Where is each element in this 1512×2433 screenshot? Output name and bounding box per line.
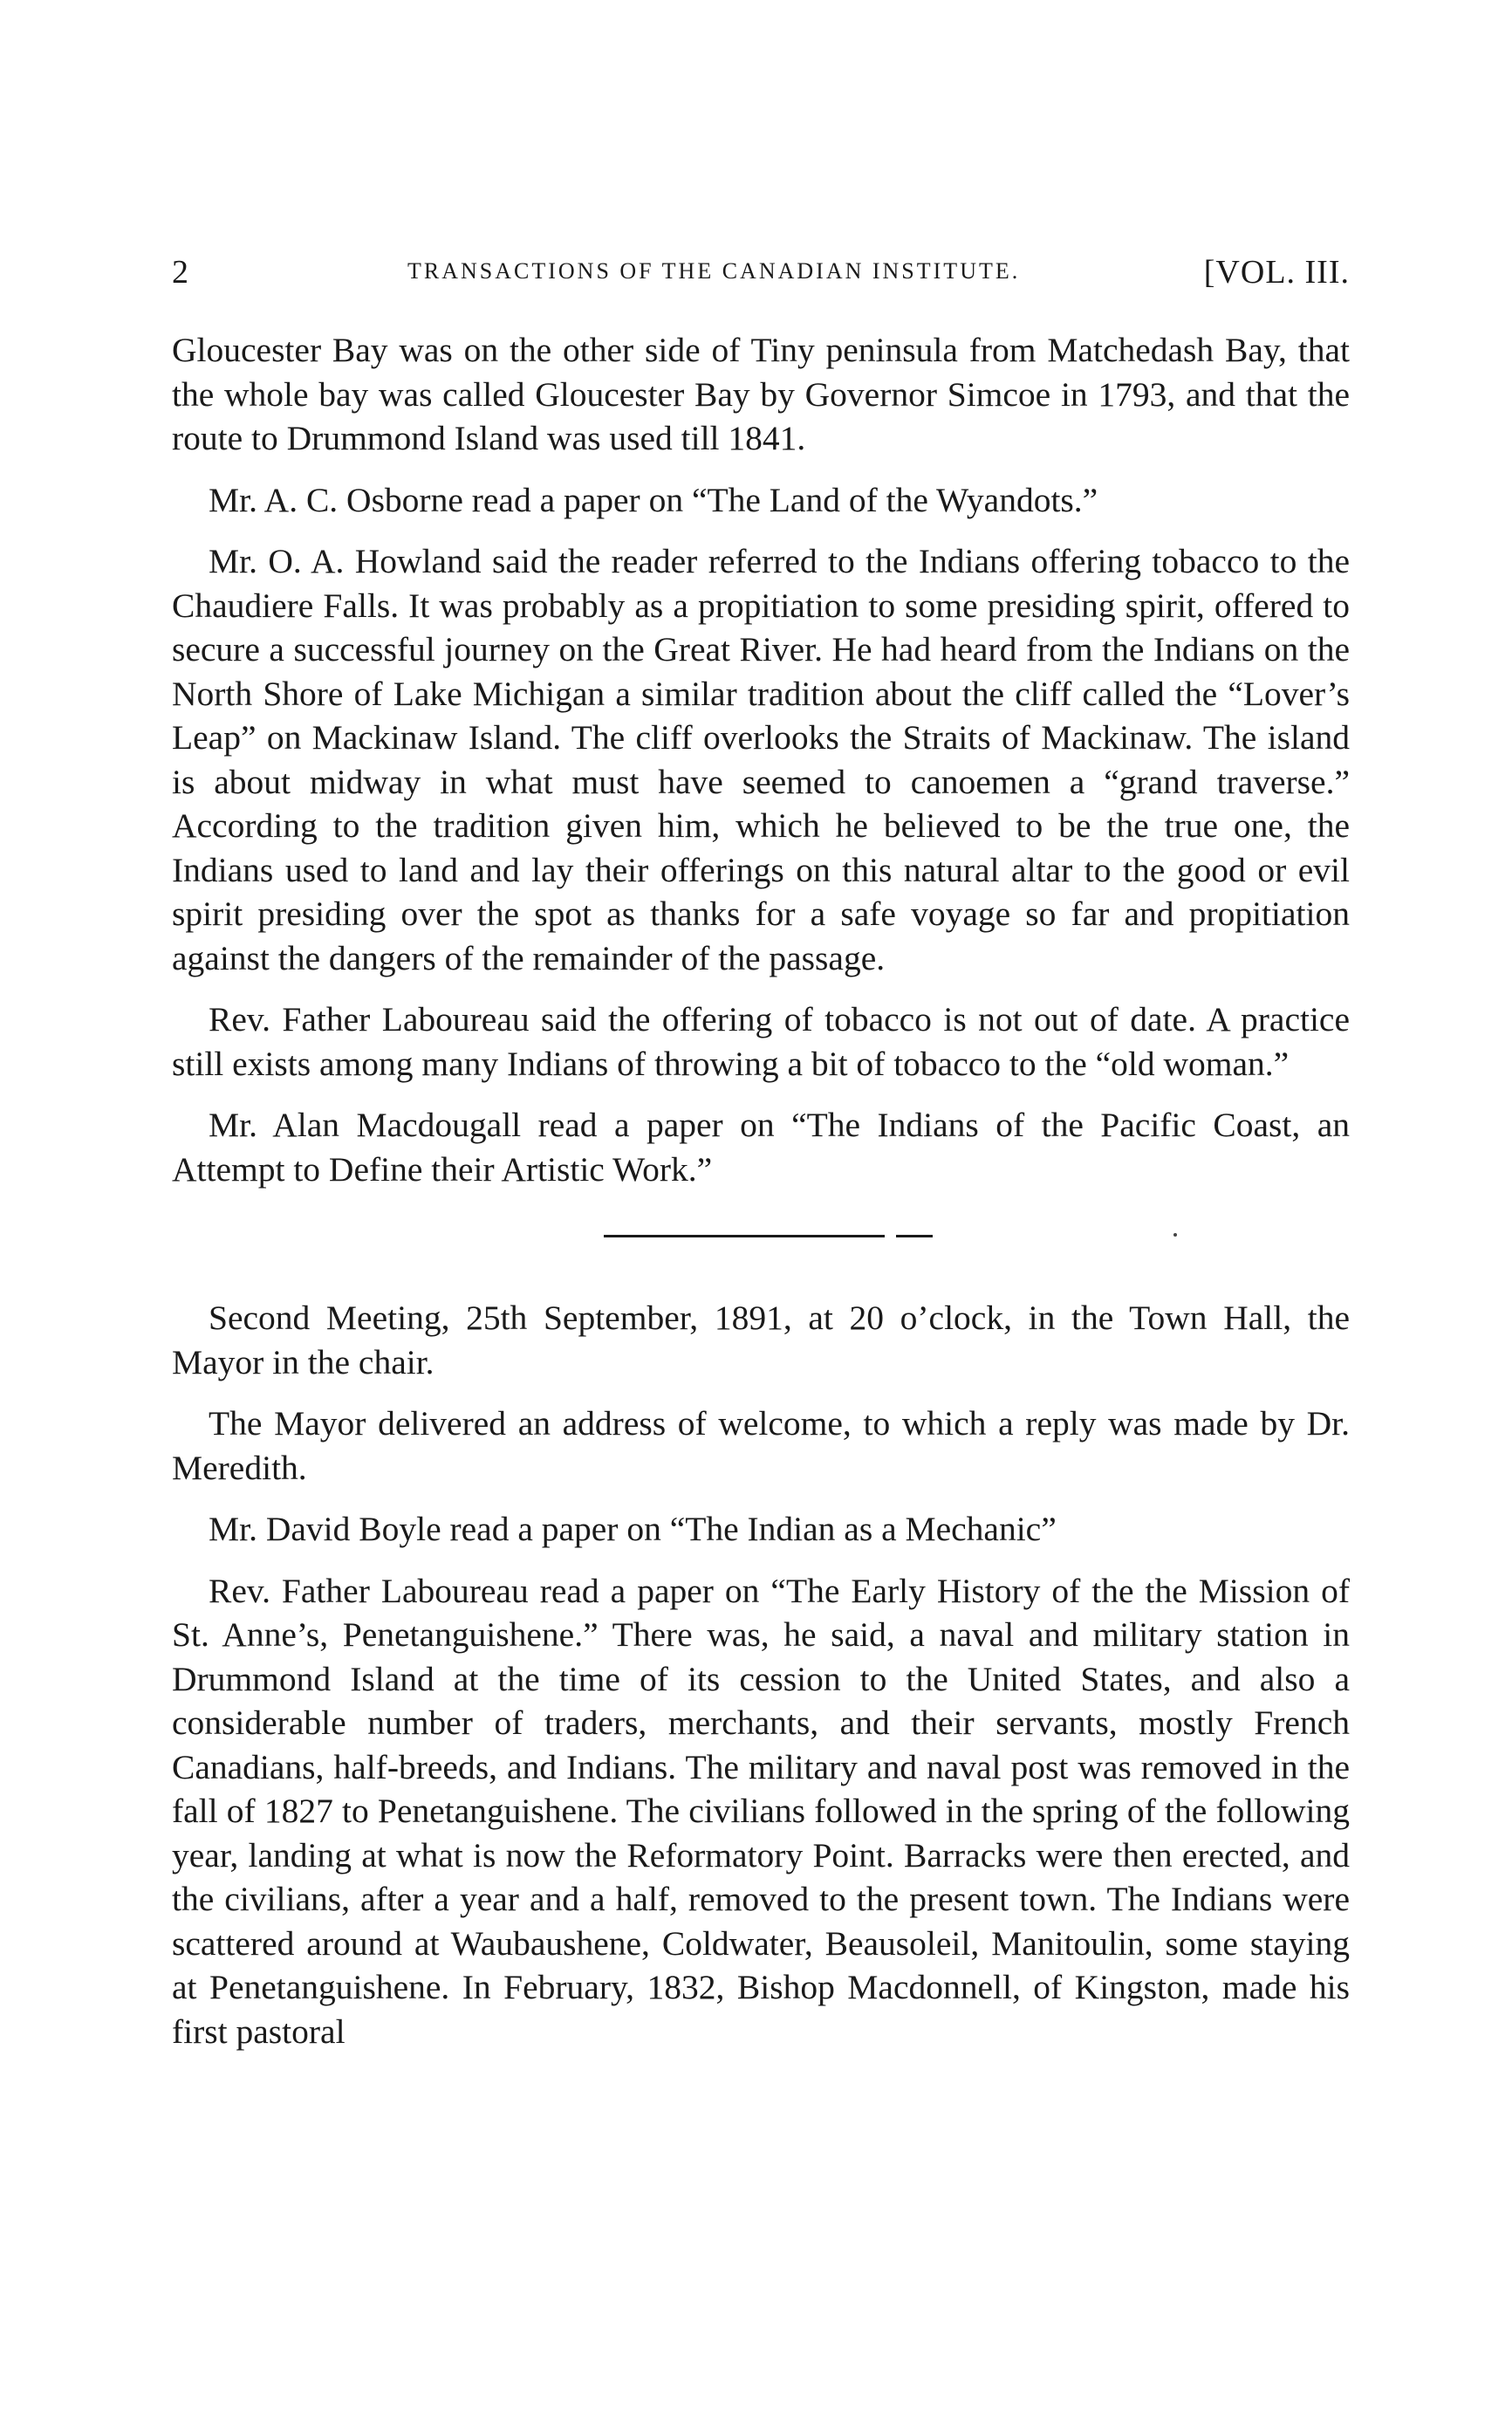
paragraph: Gloucester Bay was on the other side of Tiny peninsula from Matchedash Bay, that the whole bay was called Gloucester Bay by Governor Simcoe in 1793, and that the route to Drummond Island was used till 1841. — [172, 331, 1350, 457]
print-speck — [1173, 1233, 1177, 1237]
section-divider — [172, 1209, 1350, 1263]
paragraph: Rev. Father Laboureau read a paper on “The Early History of the the Mission of St. Anne’s, Penetanguishene.” There was, he said, a naval and military station in Drummond Island at the time of its cession to the United States, and also a considerable number of traders, merchants, and their servants, mostly French Canadians, half-breeds, and Indians. The military and naval post was removed in the fall of 1827 to Penetanguishene. The civilians followed in the spring of the following year, landing at what is now the Reformatory Point. Barracks were then erected, and the civilians, after a year and a half, removed to the present town. The Indians were scattered around at Waubaushene, Coldwater, Beausoleil, Manitoulin, some staying at Penetanguishene. In February, 1832, Bishop Macdonnell, of Kingston, made his first pastoral — [172, 1571, 1350, 2051]
paragraph: Mr. A. C. Osborne read a paper on “The Land of the Wyandots.” — [209, 480, 1098, 519]
paragraph: Second Meeting, 25th September, 1891, at 20 o’clock, in the Town Hall, the Mayor in the chair. — [172, 1299, 1350, 1381]
volume-label: [VOL. III. — [1203, 254, 1350, 291]
paragraph: Mr. O. A. Howland said the reader referred to the Indians offering tobacco to the Chaudiere Falls. It was probably as a propitiation to some presiding spirit, offered to secure a successful journey on the Great River. He had heard from the Indians on the North Shore of Lake Michigan a similar tradition about the cliff called the “Lover’s Leap” on Mackinaw Island. The cliff overlooks the Straits of Mackinaw. The island is about midway in what must have seemed to canoemen a “grand traverse.” According to the tradition given him, which he believed to be the true one, the Indians used to land and lay their offerings on this natural altar to the good or evil spirit presiding over the spot as thanks for a safe voyage so far and propitiation against the dangers of the remainder of the passage. — [172, 542, 1350, 977]
running-head — [172, 253, 1350, 302]
divider-rule-short — [896, 1235, 933, 1237]
book-page — [172, 253, 1350, 2071]
paragraph: Mr. David Boyle read a paper on “The Indian as a Mechanic” — [209, 1510, 1057, 1548]
paragraph: Rev. Father Laboureau said the offering of tobacco is not out of date. A practice still exists among many Indians of throwing a bit of tobacco to the “old woman.” — [172, 1000, 1350, 1083]
first-meeting-continued — [172, 328, 1350, 1191]
paragraph: Mr. Alan Macdougall read a paper on “The Indians of the Pacific Coast, an Attempt to Define their Artistic Work.” — [172, 1106, 1350, 1189]
journal-title: TRANSACTIONS OF THE CANADIAN INSTITUTE. — [407, 258, 1021, 284]
second-meeting — [172, 1296, 1350, 2053]
divider-rule — [604, 1235, 885, 1237]
paragraph: The Mayor delivered an address of welcome, to which a reply was made by Dr. Meredith. — [172, 1404, 1350, 1487]
page-number: 2 — [172, 254, 188, 291]
